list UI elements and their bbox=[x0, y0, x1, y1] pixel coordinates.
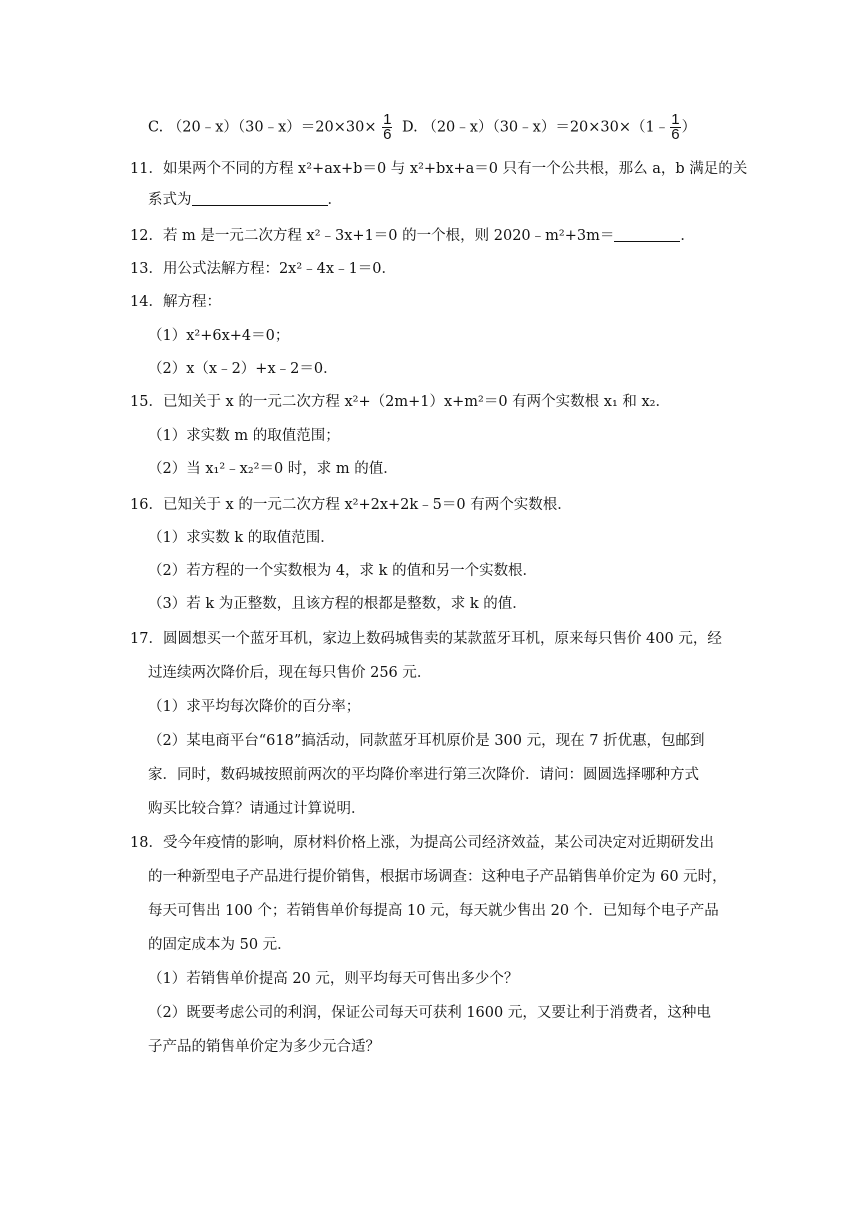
option-c-expression: （20﹣x）（30﹣x）＝20×30× bbox=[167, 119, 377, 136]
question-11-cont bbox=[148, 189, 342, 211]
sub-question-text: （2）x（x﹣2）+x﹣2＝0． bbox=[148, 361, 338, 377]
fraction-denominator: 6 bbox=[671, 126, 680, 143]
option-d-fraction bbox=[670, 113, 680, 142]
sub-question-text: （2）当 x₁²﹣x₂²＝0 时，求 m 的值． bbox=[148, 461, 398, 477]
question-12 bbox=[130, 225, 695, 247]
question-text: 解方程： bbox=[162, 294, 221, 310]
question-text: 如果两个不同的方程 x²+ax+b＝0 与 x²+bx+a＝0 只有一个公共根，那么 a，b 满足的关 bbox=[162, 161, 748, 177]
question-18 bbox=[130, 832, 714, 854]
question-text: 的固定成本为 50 元． bbox=[148, 937, 292, 953]
sub-question-text: （1）若销售单价提高 20 元，则平均每天可售出多少个？ bbox=[148, 971, 519, 987]
sub-question-text: 购买比较合算？请通过计算说明． bbox=[148, 801, 366, 817]
option-c-fraction bbox=[382, 113, 392, 142]
question-18-cont-3 bbox=[148, 934, 292, 956]
question-text: 受今年疫情的影响，原材料价格上涨，为提高公司经济效益，某公司决定对近期研发出 bbox=[162, 835, 714, 851]
sub-question-text: （2）某电商平台“618”搞活动，同款蓝牙耳机原价是 300 元，现在 7 折优惠，包邮到 bbox=[148, 733, 705, 749]
sub-question-text: （3）若 k 为正整数，且该方程的根都是整数，求 k 的值． bbox=[148, 596, 527, 612]
question-text: 用公式法解方程：2x²﹣4x﹣1＝0． bbox=[162, 261, 397, 277]
question-15-part-2 bbox=[148, 458, 398, 480]
question-17-part-2-cont2 bbox=[148, 798, 366, 820]
question-18-cont-1 bbox=[148, 866, 727, 888]
question-text: 过连续两次降价后，现在每只售价 256 元． bbox=[148, 665, 432, 681]
sub-question-text: （1）求实数 m 的取值范围； bbox=[148, 428, 340, 444]
sub-question-text: （2）若方程的一个实数根为 4，求 k 的值和另一个实数根． bbox=[148, 563, 538, 579]
option-d-expression: （20﹣x）（30﹣x）＝20×30×（1﹣ bbox=[422, 119, 670, 136]
question-text: 每天可售出 100 个；若销售单价每提高 10 元，每天就少售出 20 个．已知每个电子产品 bbox=[148, 903, 719, 919]
question-17-cont bbox=[148, 662, 431, 684]
fraction-numerator: 1 bbox=[671, 111, 680, 128]
question-number: 12． bbox=[130, 228, 163, 244]
question-number: 15． bbox=[130, 394, 163, 410]
question-17-part-2 bbox=[148, 730, 705, 752]
question-17-part-1 bbox=[148, 696, 360, 718]
question-16-part-2 bbox=[148, 560, 537, 582]
option-c-label: C. bbox=[148, 119, 164, 136]
question-18-part-2-cont bbox=[148, 1036, 380, 1058]
question-16-part-1 bbox=[148, 527, 335, 549]
question-text: 圆圆想买一个蓝牙耳机，家边上数码城售卖的某款蓝牙耳机，原来每只售价 400 元，经 bbox=[162, 631, 722, 647]
option-d bbox=[402, 113, 696, 142]
question-text: 已知关于 x 的一元二次方程 x²+2x+2k﹣5＝0 有两个实数根． bbox=[162, 497, 572, 513]
question-18-part-1 bbox=[148, 968, 518, 990]
question-17-part-2-cont bbox=[148, 764, 699, 786]
answer-blank[interactable] bbox=[614, 227, 680, 242]
question-15-part-1 bbox=[148, 425, 340, 447]
question-number: 11． bbox=[130, 161, 163, 177]
sub-question-text: 家．同时，数码城按照前两次的平均降价率进行第三次降价．请问：圆圆选择哪种方式 bbox=[148, 767, 699, 783]
question-16 bbox=[130, 494, 572, 516]
question-number: 16． bbox=[130, 497, 163, 513]
question-14-part-2 bbox=[148, 358, 338, 380]
question-15 bbox=[130, 391, 670, 413]
option-d-close: ） bbox=[681, 119, 697, 136]
sub-question-text: （1）求实数 k 的取值范围． bbox=[148, 530, 335, 546]
question-number: 17． bbox=[130, 631, 163, 647]
sub-question-text: （1）求平均每次降价的百分率； bbox=[148, 699, 361, 715]
option-c bbox=[148, 113, 393, 142]
fraction-denominator: 6 bbox=[383, 126, 392, 143]
sub-question-text: （2）既要考虑公司的利润，保证公司每天可获利 1600 元，又要让利于消费者，这种电 bbox=[148, 1005, 711, 1021]
question-number: 13． bbox=[130, 261, 163, 277]
question-text: 系式为 bbox=[148, 192, 192, 208]
sub-question-text: 子产品的销售单价定为多少元合适？ bbox=[148, 1039, 380, 1055]
question-13 bbox=[130, 258, 396, 280]
question-18-cont-2 bbox=[148, 900, 719, 922]
option-d-label: D. bbox=[402, 119, 418, 136]
sub-question-text: （1）x²+6x+4＝0； bbox=[148, 328, 290, 344]
punctuation: ． bbox=[327, 192, 342, 208]
question-number: 18． bbox=[130, 835, 163, 851]
question-16-part-3 bbox=[148, 593, 527, 615]
punctuation: ． bbox=[680, 228, 695, 244]
question-number: 14． bbox=[130, 294, 163, 310]
question-text: 的一种新型电子产品进行提价销售，根据市场调查：这种电子产品销售单价定为 60 元时， bbox=[148, 869, 727, 885]
question-18-part-2 bbox=[148, 1002, 711, 1024]
question-14 bbox=[130, 291, 221, 313]
question-text: 若 m 是一元二次方程 x²﹣3x+1＝0 的一个根，则 2020﹣m²+3m＝ bbox=[162, 228, 615, 244]
question-11 bbox=[130, 158, 747, 180]
answer-blank[interactable] bbox=[192, 191, 328, 206]
question-text: 已知关于 x 的一元二次方程 x²+（2m+1）x+m²＝0 有两个实数根 x₁ 和 x₂． bbox=[162, 394, 670, 410]
fraction-numerator: 1 bbox=[383, 111, 392, 128]
question-17 bbox=[130, 628, 722, 650]
question-14-part-1 bbox=[148, 325, 289, 347]
